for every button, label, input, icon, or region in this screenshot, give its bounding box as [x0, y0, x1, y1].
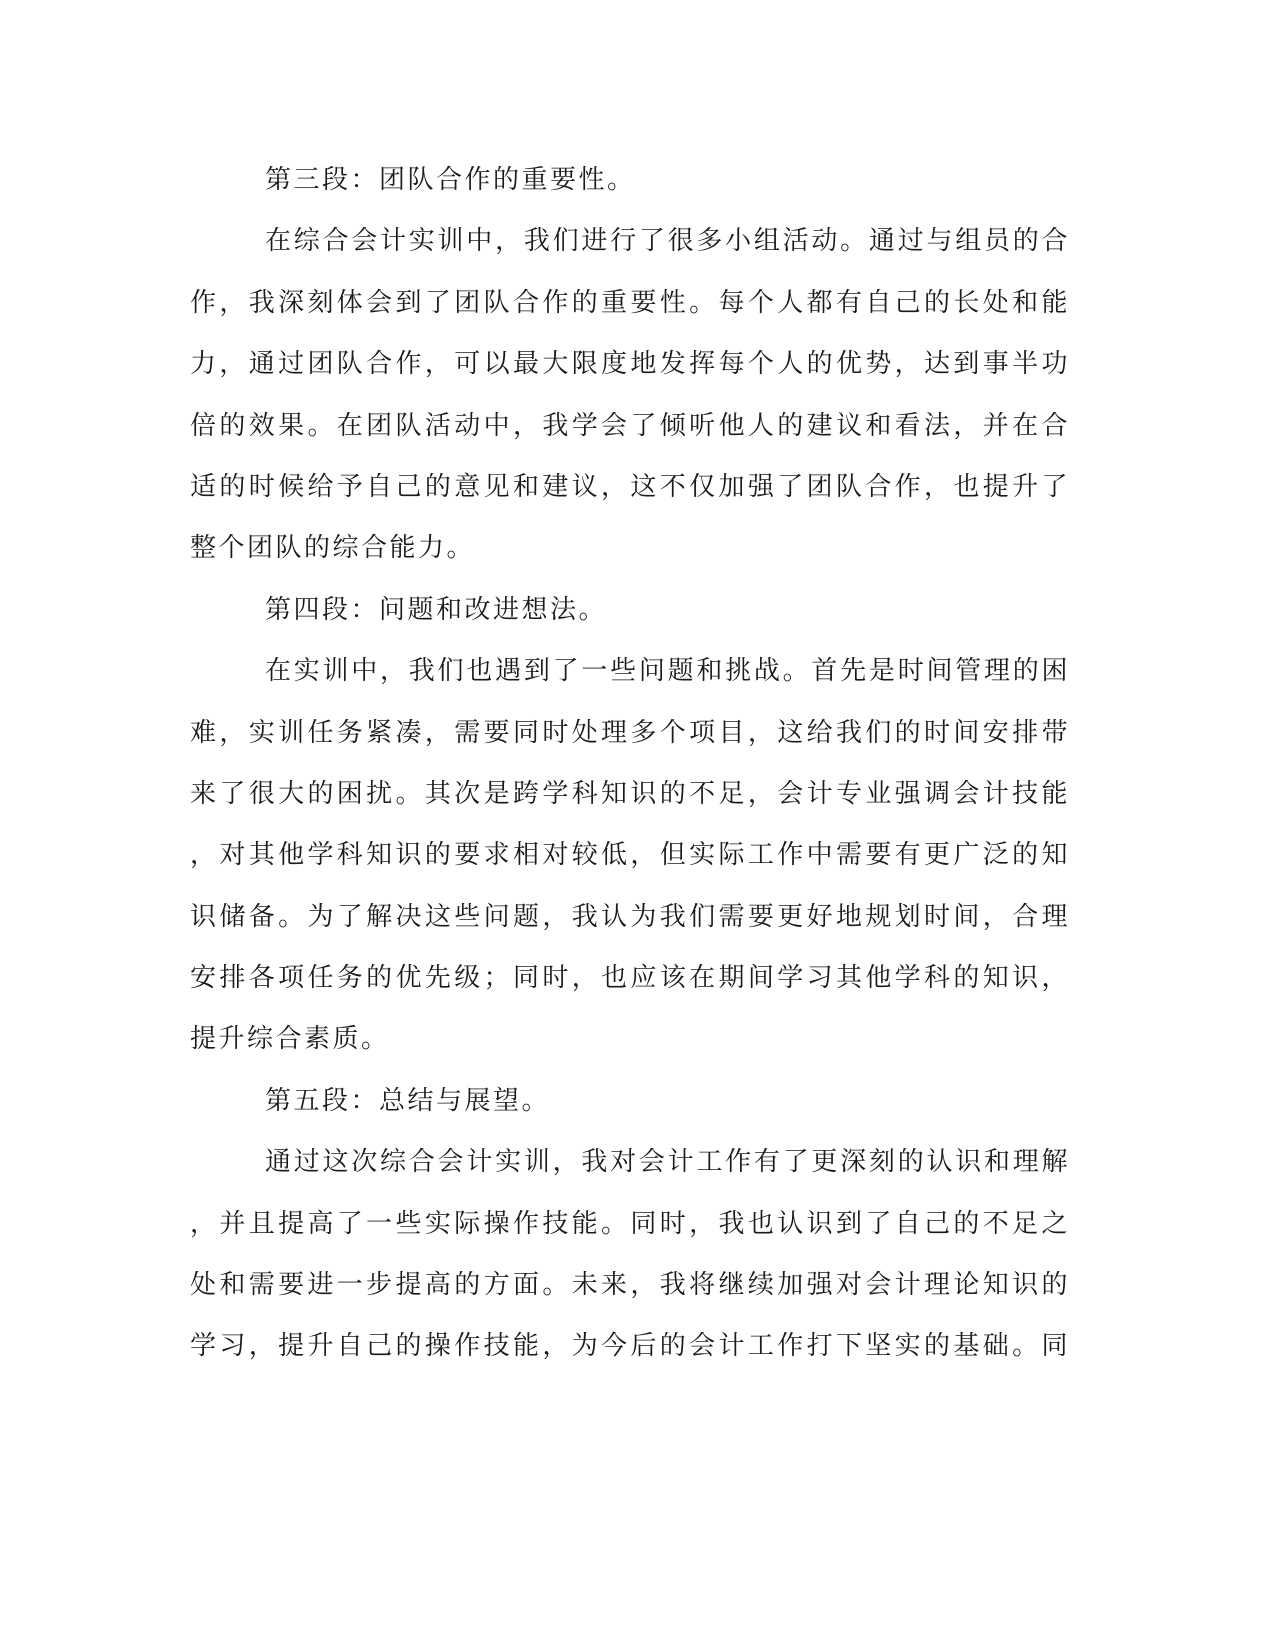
text-line: 力，通过团队合作，可以最大限度地发挥每个人的优势，达到事半功	[190, 349, 1070, 380]
text-line: 第五段：总结与展望。	[265, 1085, 551, 1116]
text-line: ，并且提高了一些实际操作技能。同时，我也认识到了自己的不足之	[190, 1208, 1070, 1239]
text-line: 在实训中，我们也遇到了一些问题和挑战。首先是时间管理的困	[265, 656, 1070, 687]
text-line: 作，我深刻体会到了团队合作的重要性。每个人都有自己的长处和能	[190, 287, 1070, 318]
text-line: ，对其他学科知识的要求相对较低，但实际工作中需要有更广泛的知	[190, 840, 1070, 871]
text-line: 第四段：问题和改进想法。	[265, 594, 608, 625]
text-line: 第三段：团队合作的重要性。	[265, 165, 636, 195]
text-line: 适的时候给予自己的意见和建议，这不仅加强了团队合作，也提升了	[190, 471, 1070, 502]
text-line: 来了很大的困扰。其次是跨学科知识的不足，会计专业强调会计技能	[190, 778, 1070, 809]
text-line: 学习，提升自己的操作技能，为今后的会计工作打下坚实的基础。同	[190, 1331, 1070, 1362]
text-line: 安排各项任务的优先级；同时，也应该在期间学习其他学科的知识，	[190, 963, 1070, 994]
text-line: 通过这次综合会计实训，我对会计工作有了更深刻的认识和理解	[265, 1147, 1070, 1178]
text-line: 在综合会计实训中，我们进行了很多小组活动。通过与组员的合	[265, 226, 1070, 257]
document-body	[190, 150, 1070, 1378]
text-line: 处和需要进一步提高的方面。未来，我将继续加强对会计理论知识的	[190, 1270, 1070, 1301]
text-line: 难，实训任务紧凑，需要同时处理多个项目，这给我们的时间安排带	[190, 717, 1070, 748]
text-line: 倍的效果。在团队活动中，我学会了倾听他人的建议和看法，并在合	[190, 410, 1070, 441]
text-line: 整个团队的综合能力。	[190, 533, 476, 564]
text-line: 提升综合素质。	[190, 1024, 390, 1055]
text-line: 识储备。为了解决这些问题，我认为我们需要更好地规划时间，合理	[190, 901, 1070, 932]
